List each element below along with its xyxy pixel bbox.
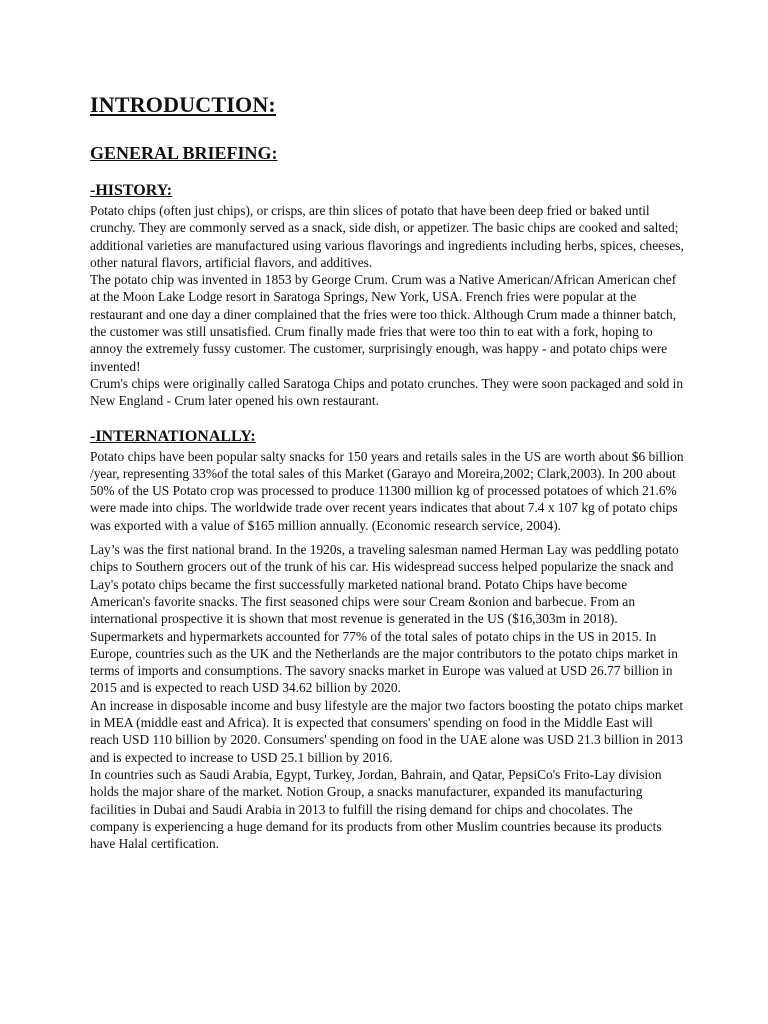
internationally-paragraph: Lay’s was the first national brand. In the 1920s, a traveling salesman named Herman Lay was peddling potato chips to Southern grocers out of the trunk of his car. His widespread success helped popularize the snack and Lay's potato chips became the first successfully marketed national brand. Potato Chips have become American's favorite snacks. The first seasoned chips were sour Cream &onion and barbecue. From an international prospective it is shown that most revenue is generated in the US ($16,303m in 2018).: [90, 542, 679, 627]
document-body: [90, 92, 684, 852]
internationally-paragraph: In countries such as Saudi Arabia, Egypt, Turkey, Jordan, Bahrain, and Qatar, PepsiCo's Frito-Lay division holds the major share of the market. Notion Group, a snacks manufacturer, expanded its manufacturing facilities in Dubai and Saudi Arabia in 2013 to fulfill the rising demand for chips and chocolates. The company is experiencing a huge demand for its products from other Muslim countries because its products have Halal certification.: [90, 766, 662, 852]
document-subtitle: GENERAL BRIEFING:: [90, 143, 278, 163]
document-title: INTRODUCTION:: [90, 92, 276, 117]
history-paragraph: The potato chip was invented in 1853 by George Crum. Crum was a Native American/African American chef at the Moon Lake Lodge resort in Saratoga Springs, New York, USA. French fries were popular at the restaurant and one day a diner complained that the fries were too thick. Although Crum made a thinner batch, the customer was still unsatisfied. Crum finally made fries that were too thin to eat with a fork, hoping to annoy the extremely fussy customer. The customer, surprisingly enough, was happy - and potato chips were invented!: [90, 272, 677, 374]
internationally-paragraph: Supermarkets and hypermarkets accounted for 77% of the total sales of potato chips in the US in 2015. In Europe, countries such as the UK and the Netherlands are the major contributors to the potato chips market in terms of imports and consumptions. The savory snacks market in Europe was valued at USD 26.77 billion in 2015 and is expected to reach USD 34.62 billion by 2020.: [90, 628, 678, 696]
history-heading: -HISTORY:: [90, 182, 173, 199]
history-section: [90, 182, 684, 410]
history-paragraph: Potato chips (often just chips), or crisps, are thin slices of potato that have been deep fried or baked until crunchy. They are commonly served as a snack, side dish, or appetizer. The basic chips are cooked and salted; additional varieties are manufactured using various flavorings and ingredients including herbs, spices, cheeses, other natural flavors, artificial flavors, and additives.: [90, 203, 684, 270]
internationally-paragraph: An increase in disposable income and busy lifestyle are the major two factors boosting the potato chips market in MEA (middle east and Africa). It is expected that consumers' spending on food in the Middle East will reach USD 110 billion by 2020. Consumers' spending on food in the UAE alone was USD 21.3 billion in 2013 and is expected to increase to USD 25.1 billion by 2016.: [90, 697, 684, 765]
internationally-paragraph: Potato chips have been popular salty snacks for 150 years and retails sales in the US are worth about $6 billion /year, representing 33%of the total sales of this Market (Garayo and Moreira,2002; Clark,2003). In 200 about 50% of the US Potato crop was processed to produce 11300 million kg of processed potatoes of which 21.6% were made into chips. The worldwide trade over recent years indicates that about 7.4 x 107 kg of potato chips was exported with a value of $165 million annually. (Economic research service, 2004).: [90, 448, 684, 533]
internationally-heading: -INTERNATIONALLY:: [90, 427, 256, 445]
history-paragraph: Crum's chips were originally called Saratoga Chips and potato crunches. They were soon packaged and sold in New England - Crum later opened his own restaurant.: [90, 375, 684, 409]
internationally-section: [90, 428, 684, 853]
